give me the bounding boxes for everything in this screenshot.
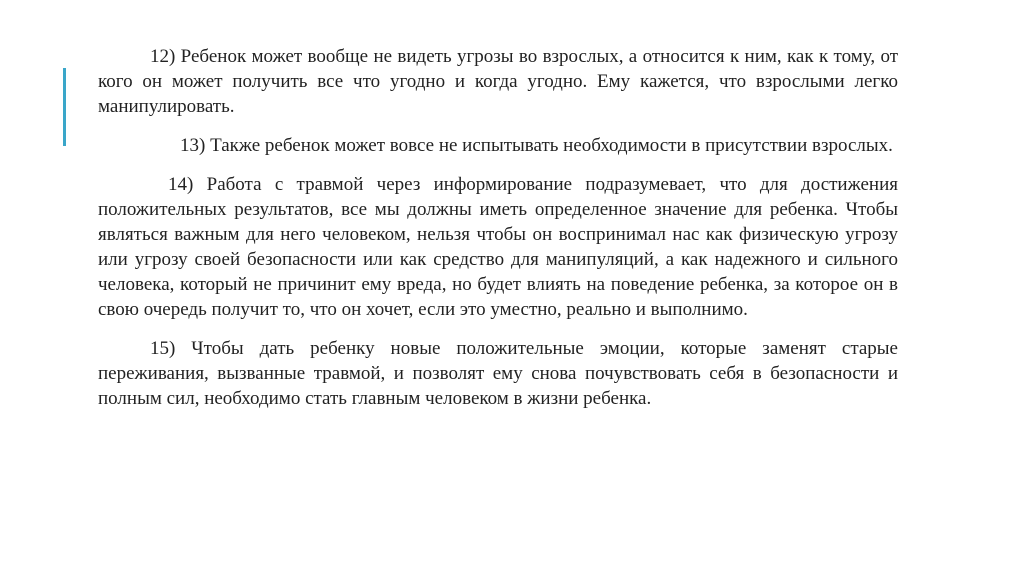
paragraph-13: 13) Также ребенок может вовсе не испытывать необходимости в присутствии взрослых. xyxy=(180,135,893,156)
paragraph-15: 15) Чтобы дать ребенку новые положительные эмоции, которые заменят старые переживания, вызванные травмой, и позволят ему снова почувствовать себя в безопасности и полным сил, необходимо стать главным человеком в жизни ребенка. xyxy=(98,338,898,409)
accent-bar xyxy=(63,68,66,146)
paragraph-14: 14) Работа с травмой через информирование подразумевает, что для достижения положительных результатов, все мы должны иметь определенное значение для ребенка. Чтобы являться важным для него человеком, нельзя чтобы он воспринимал нас как физическую угрозу или угрозу своей безопасности или как средство для манипуляций, а как надежного и сильного человека, который не причинит ему вреда, но будет влиять на поведение ребенка, за которое он в свою очередь получит то, что он хочет, если это уместно, реально и выполнимо. xyxy=(98,174,898,320)
slide-body xyxy=(98,44,898,411)
paragraph-12: 12) Ребенок может вообще не видеть угрозы во взрослых, а относится к ним, как к тому, от кого он может получить все что угодно и когда угодно. Ему кажется, что взрослыми легко манипулировать. xyxy=(98,46,898,117)
